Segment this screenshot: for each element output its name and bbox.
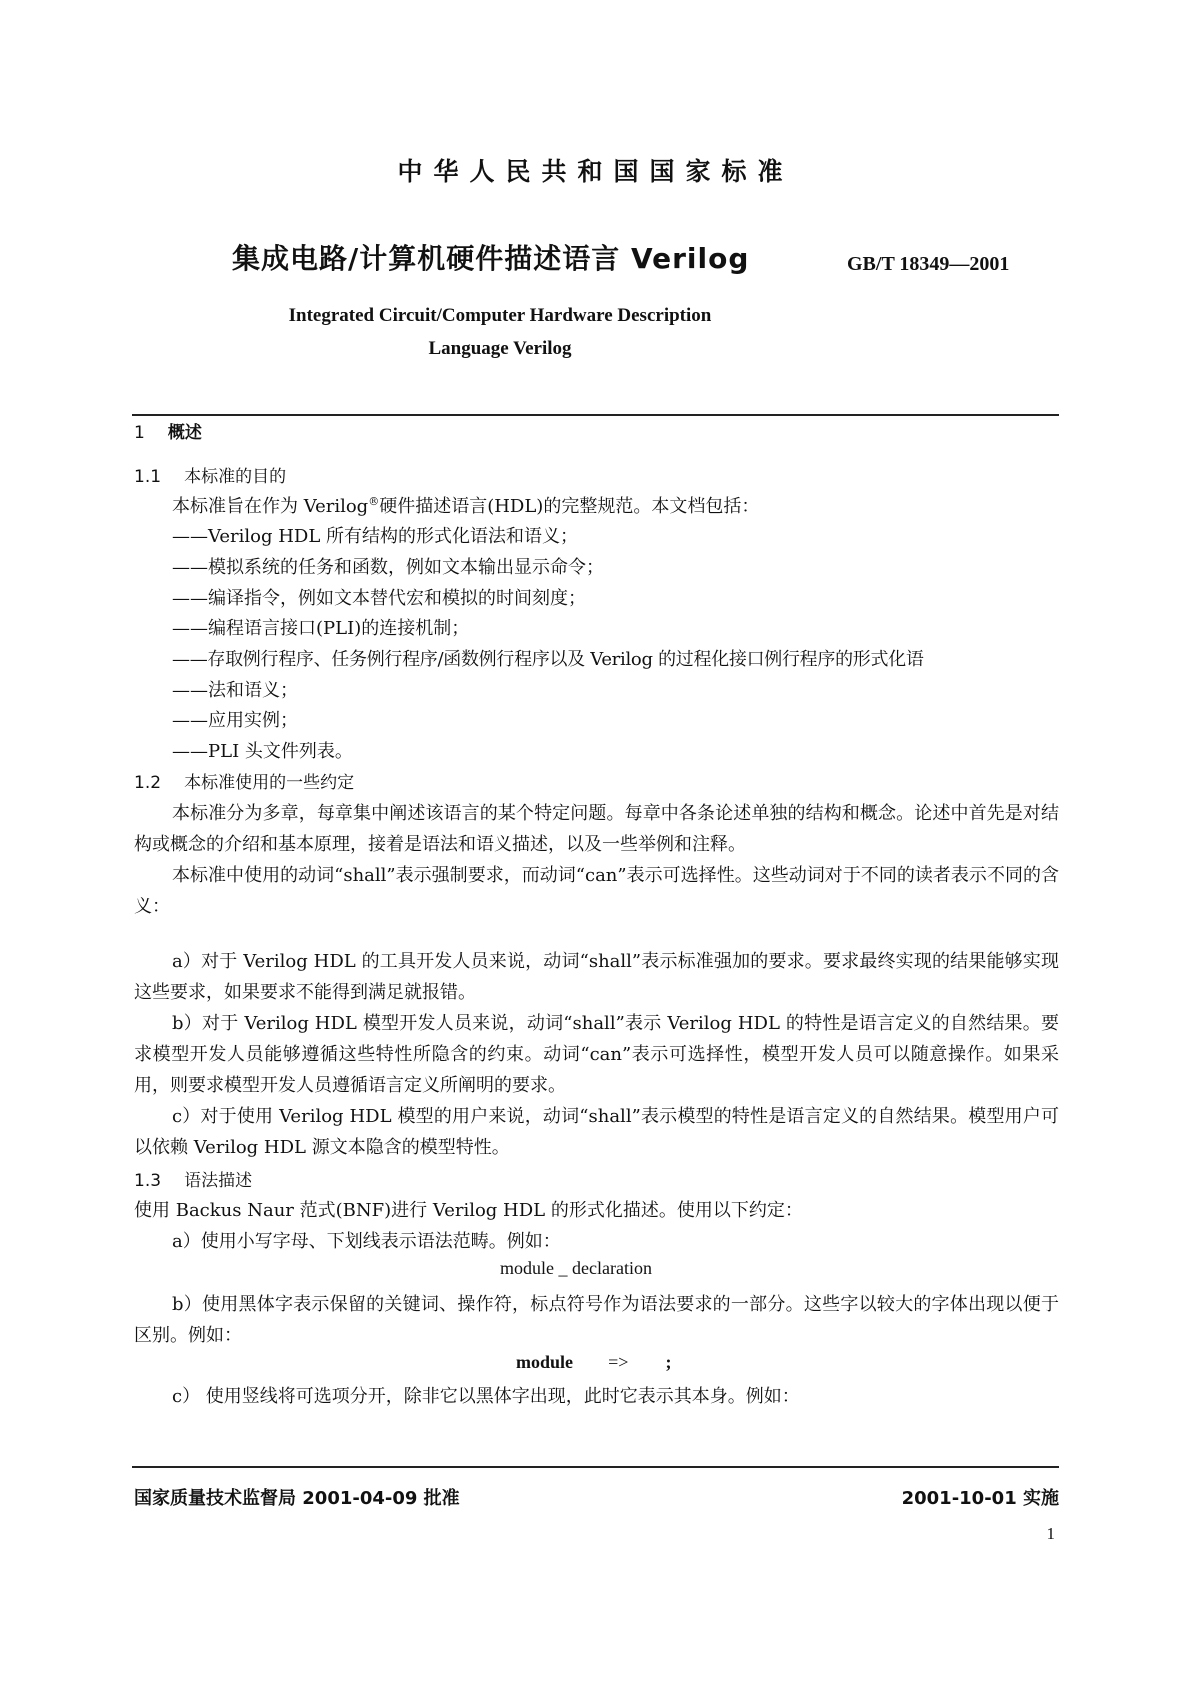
syntax-item-a: a）使用小写字母、下划线表示语法范畴。例如： bbox=[172, 1231, 561, 1252]
list-item: ——编程语言接口(PLI)的连接机制； bbox=[172, 618, 470, 639]
list-item: ——法和语义； bbox=[172, 680, 298, 701]
intro-text-post: 硬件描述语言(HDL)的完整规范。本文档包括： bbox=[379, 496, 760, 517]
list-item: ——Verilog HDL 所有结构的形式化语法和语义； bbox=[172, 526, 579, 547]
subsection-1-1-intro bbox=[172, 492, 759, 518]
section-title: 概述 bbox=[167, 423, 202, 443]
standard-code-text: GB/T 18349—2001 bbox=[847, 253, 1010, 275]
example-punctuation: ; bbox=[665, 1352, 672, 1372]
subsection-1-1-heading bbox=[134, 462, 286, 487]
list-item: ——存取例行程序、任务例行程序/函数例行程序以及 Verilog 的过程化接口例行程序的形式化语 bbox=[172, 649, 924, 670]
list-item: ——模拟系统的任务和函数，例如文本输出显示命令； bbox=[172, 557, 604, 578]
title-en-line1: Integrated Circuit/Computer Hardware Description bbox=[288, 305, 712, 326]
subsection-number: 1.2 bbox=[134, 773, 162, 793]
page-number: 1 bbox=[1046, 1524, 1055, 1543]
example-keyword: module bbox=[516, 1352, 574, 1372]
title-en-line2: Language Verilog bbox=[428, 338, 572, 359]
syntax-item-c: c） 使用竖线将可选项分开，除非它以黑体字出现，此时它表示其本身。例如： bbox=[172, 1386, 800, 1407]
header-divider bbox=[132, 414, 1059, 416]
intro-text-pre: 本标准旨在作为 Verilog bbox=[172, 496, 369, 517]
subsection-1-2-heading bbox=[134, 768, 354, 793]
subsection-title: 语法描述 bbox=[184, 1171, 253, 1191]
footer-divider bbox=[132, 1466, 1059, 1468]
paragraph: 本标准分为多章，每章集中阐述该语言的某个特定问题。每章中各条论述单独的结构和概念。论述中首先是对结构或概念的介绍和基本原理，接着是语法和语义描述，以及一些举例和注释。 bbox=[134, 803, 1059, 855]
standard-code bbox=[847, 251, 1009, 276]
syntax-item-b: b）使用黑体字表示保留的关键词、操作符，标点符号作为语法要求的一部分。这些字以较大的字体出现以便于区别。例如： bbox=[134, 1294, 1059, 1346]
document-title-cn: 集成电路/计算机硬件描述语言 Verilog bbox=[232, 242, 750, 275]
list-item: ——PLI 头文件列表。 bbox=[172, 741, 353, 762]
paragraph-item-c: c）对于使用 Verilog HDL 模型的用户来说，动词“shall”表示模型的特性是语言定义的自然结果。模型用户可以依赖 Verilog HDL 源文本隐含的模型特性。 bbox=[134, 1106, 1059, 1158]
paragraph-item-a: a）对于 Verilog HDL 的工具开发人员来说，动词“shall”表示标准强加的要求。要求最终实现的结果能够实现这些要求，如果要求不能得到满足就报错。 bbox=[134, 951, 1059, 1003]
subsection-1-3-heading bbox=[134, 1166, 252, 1191]
approval-info: 国家质量技术监督局 2001-04-09 批准 bbox=[134, 1488, 460, 1509]
national-standard-heading: 中华人民共和国国家标准 bbox=[397, 157, 794, 186]
section-1-heading bbox=[134, 418, 202, 443]
subsection-number: 1.1 bbox=[134, 467, 162, 487]
paragraph: 本标准中使用的动词“shall”表示强制要求，而动词“can”表示可选择性。这些动词对于不同的读者表示不同的含义： bbox=[134, 865, 1059, 917]
paragraph-item-b: b）对于 Verilog HDL 模型开发人员来说，动词“shall”表示 Verilog HDL 的特性是语言定义的自然结果。要求模型开发人员能够遵循这些特性所隐含的约束。动词“can”表示可选择性，模型开发人员可以随意操作。如果采用，则要求模型开发人员遵循语言定义所阐明的要求。 bbox=[134, 1013, 1059, 1096]
subsection-number: 1.3 bbox=[134, 1171, 162, 1191]
section-number: 1 bbox=[134, 423, 145, 443]
registered-mark: ® bbox=[368, 495, 380, 508]
syntax-intro: 使用 Backus Naur 范式(BNF)进行 Verilog HDL 的形式化描述。使用以下约定： bbox=[134, 1200, 803, 1221]
implementation-date: 2001-10-01 实施 bbox=[901, 1488, 1059, 1509]
document-title-en bbox=[270, 299, 730, 365]
list-item: ——编译指令，例如文本替代宏和模拟的时间刻度； bbox=[172, 588, 586, 609]
syntax-example-b bbox=[516, 1352, 672, 1373]
subsection-title: 本标准使用的一些约定 bbox=[184, 773, 355, 793]
example-operator: => bbox=[608, 1352, 629, 1372]
syntax-example-a: module _ declaration bbox=[500, 1258, 652, 1278]
list-item: ——应用实例； bbox=[172, 710, 298, 731]
subsection-title: 本标准的目的 bbox=[184, 467, 287, 487]
